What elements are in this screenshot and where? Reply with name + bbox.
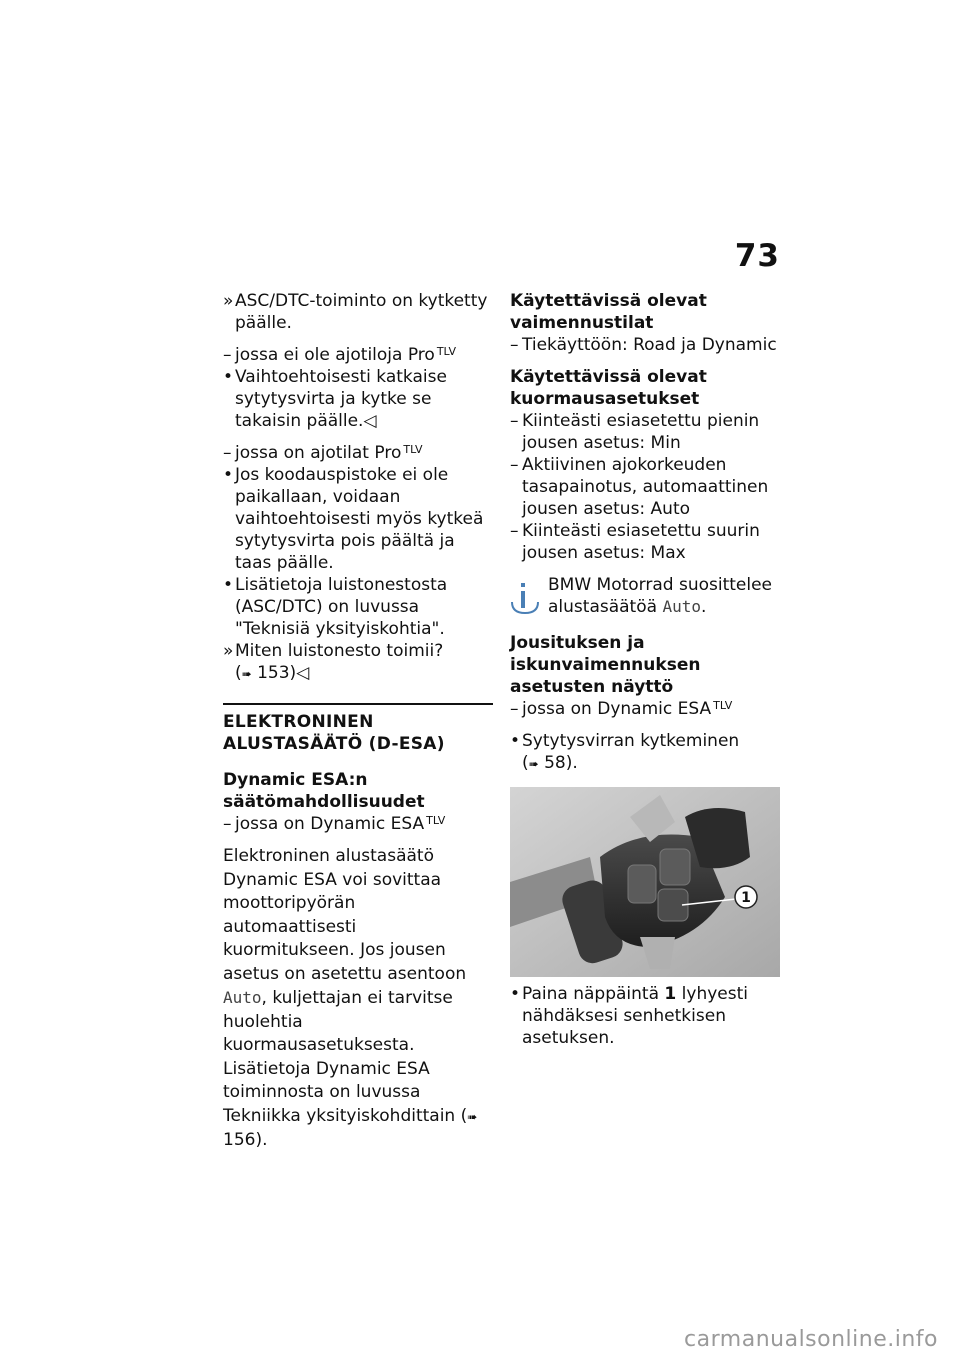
handlebar-switch-photo — [510, 787, 780, 977]
condition-line: – jossa on ajotilat Pro $^{TLV}$ — [223, 443, 423, 463]
page-ref-arrow-icon: ➠ — [241, 667, 252, 681]
bullet-item: • Paina näppäintä 1 lyhyesti nähdäksesi senhetkisen asetuksen. — [510, 984, 748, 1048]
list-item: – Aktiivinen ajokorkeuden tasapainotus, automaattinen jousen asetus: Auto — [510, 455, 769, 519]
info-note: BMW Motorrad suosittelee alustasäätöä Auto. — [510, 574, 782, 618]
list-item: – Kiinteästi esiasetettu suurin jousen asetus: Max — [510, 521, 760, 563]
section-divider — [223, 703, 493, 705]
bullet-icon: • — [510, 731, 521, 751]
end-mark-icon: ◁ — [363, 411, 377, 431]
bullet-item: • Jos koodauspistoke ei ole paikallaan, voidaan vaihtoehtoisesti myös kytkeä sytytysvirta pois päältä ja taas päälle. — [223, 465, 484, 573]
bullet-item: • Lisätietoja luistonestosta (ASC/DTC) on luvussa "Teknisiä yksityiskohtia". — [223, 575, 448, 639]
list-item: – Tiekäyttöön: Road ja Dynamic — [510, 335, 777, 355]
bullet-icon: • — [223, 575, 234, 595]
bullet-item: • Sytytysvirran kytkeminen (➠ 58). — [510, 731, 740, 773]
bullet-icon: • — [223, 367, 234, 387]
result-marker: » — [223, 291, 234, 311]
callout-label: 1 — [741, 890, 751, 906]
handlebar-switch-illustration — [510, 787, 780, 977]
condition-line: – jossa ei ole ajotiloja Pro $^{TLV}$ — [223, 345, 456, 365]
bullet-item: • Vaihtoehtoisesti katkaise sytytysvirta ja kytke se takaisin päälle.◁ — [223, 367, 447, 431]
condition-line: – jossa on Dynamic ESA $^{TLV}$ — [510, 699, 733, 719]
condition-line: – jossa on Dynamic ESA $^{TLV}$ — [223, 814, 446, 834]
cross-reference-link[interactable]: » Miten luistonesto toimii? (➠ 153)◁ — [223, 641, 444, 683]
page-ref-arrow-icon: ➠ — [467, 1109, 478, 1124]
body-paragraph: Elektroninen alustasäätö Dynamic ESA voi sovittaa moottoripyörän automaattisesti kuormitukseen. Jos jousen asetus on asetettu asentoon Auto, kuljettajan ei tarvitse huolehtia kuormausasetuksesta. Lisätietoja Dynamic ESA toiminnosta on luvussa Tekniikka yksityiskohdittain (➠ 156). — [223, 846, 478, 1150]
subsection-title: Käytettävissä olevat kuormausasetukset — [510, 367, 707, 409]
page-ref-arrow-icon: ➠ — [528, 757, 539, 771]
bullet-icon: • — [510, 984, 521, 1004]
right-column — [510, 290, 782, 1049]
bullet-icon: • — [223, 465, 234, 485]
result-marker: » — [223, 641, 234, 661]
footer-watermark: carmanualsonline.info — [684, 1327, 938, 1352]
subsection-title: Käytettävissä olevat vaimennustilat — [510, 291, 707, 333]
subsection-title: Dynamic ESA:n säätömahdollisuudet — [223, 770, 425, 812]
info-icon — [510, 580, 540, 616]
section-title: ELEKTRONINEN ALUSTASÄÄTÖ (D-ESA) — [223, 712, 445, 754]
end-mark-icon: ◁ — [296, 663, 310, 683]
left-column — [223, 290, 493, 1153]
subsection-title: Jousituksen ja iskunvaimennuksen asetusten näyttö — [510, 633, 701, 697]
page-number: 73 — [734, 238, 780, 274]
list-item: – Kiinteästi esiasetettu pienin jousen asetus: Min — [510, 411, 760, 453]
result-line: » ASC/DTC-toiminto on kytketty päälle. — [223, 291, 488, 333]
